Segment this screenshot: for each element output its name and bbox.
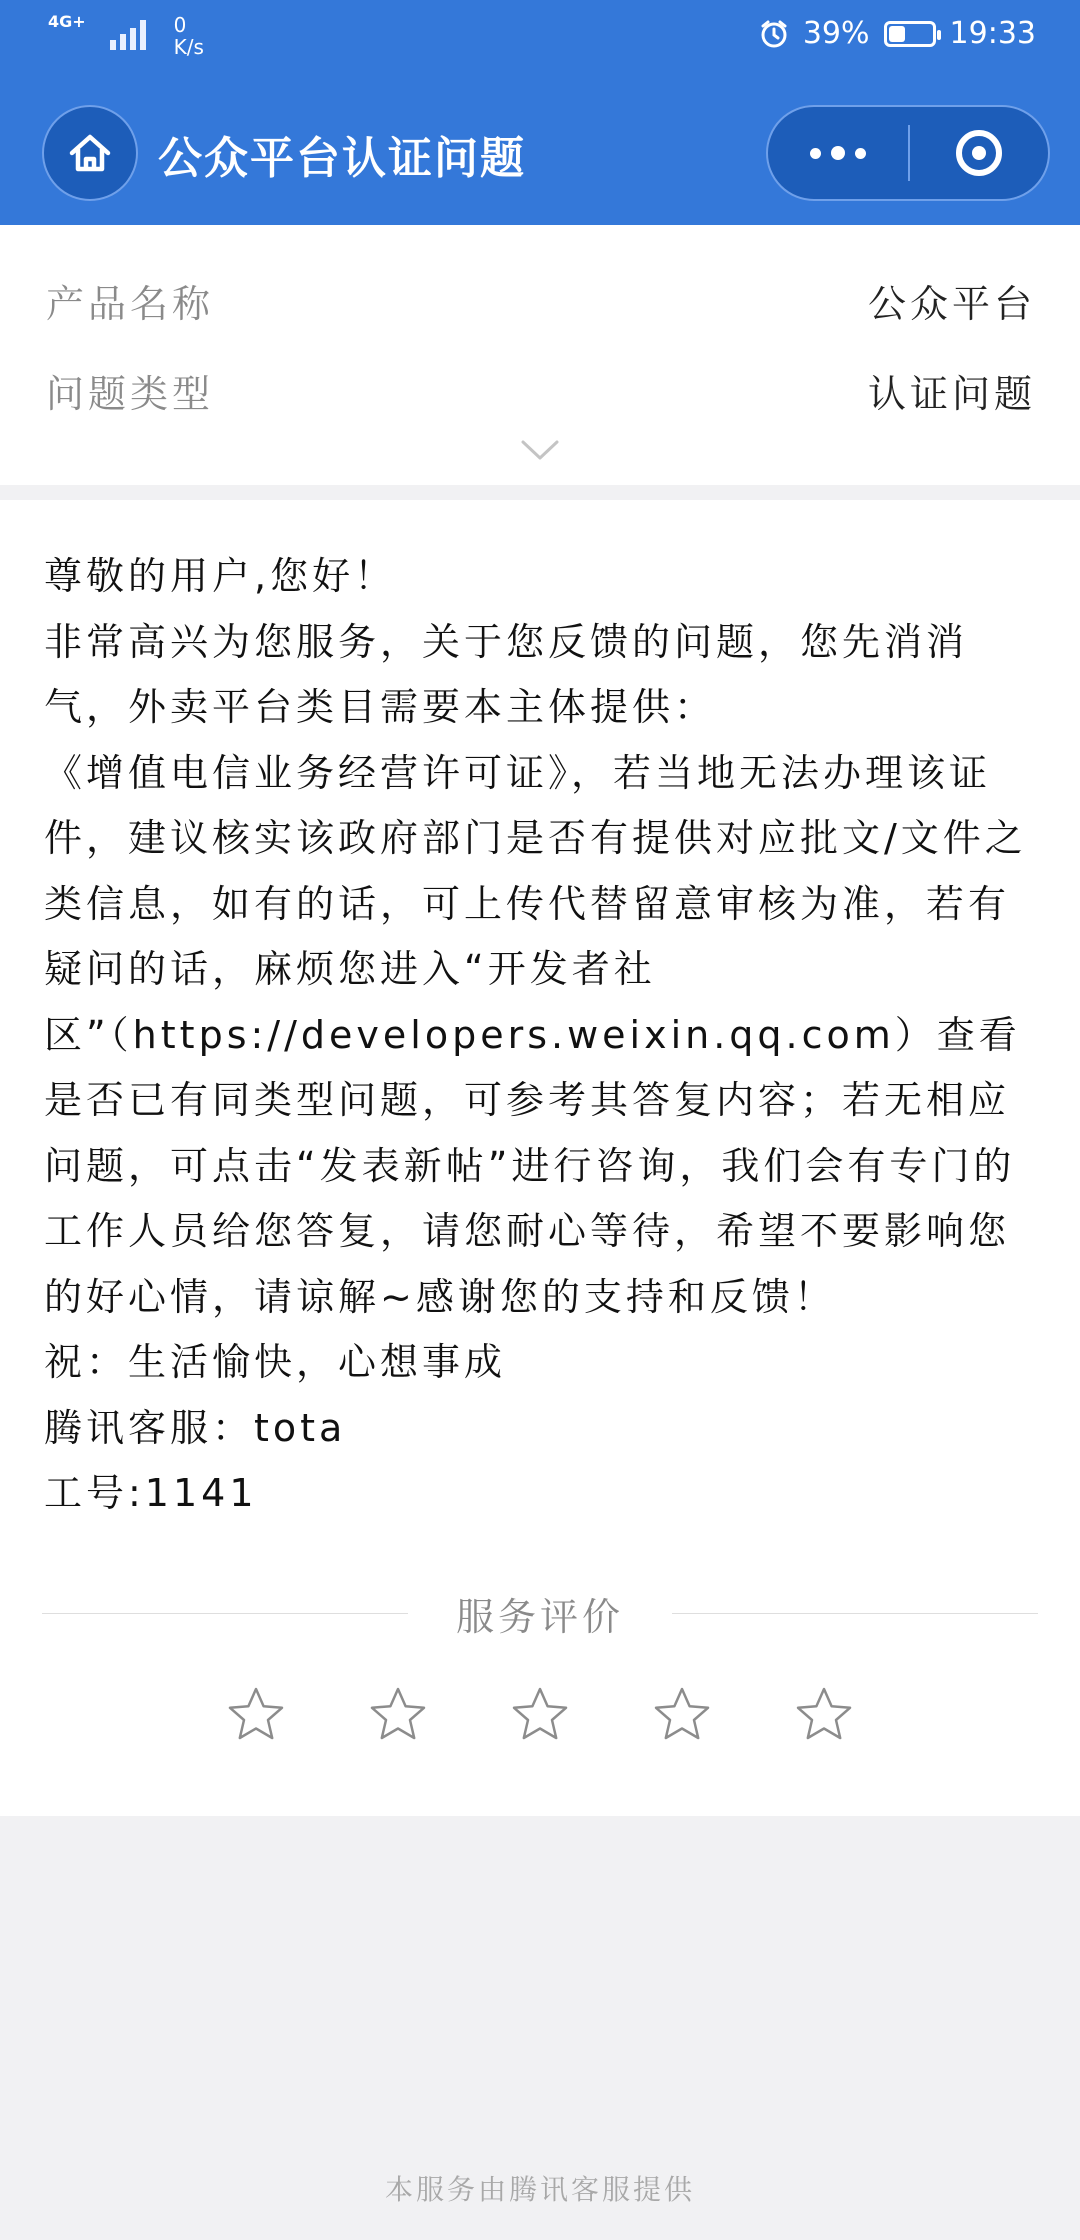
agent-name: 腾讯客服：tota: [44, 1405, 347, 1450]
star-rating: [0, 1685, 1080, 1749]
greeting: 尊敬的用户,您好！: [44, 554, 397, 598]
product-label: 产品名称: [46, 281, 215, 326]
reply-paragraph: 非常高兴为您服务，关于您反馈的问题，您先消消气，外卖平台类目需要本主体提供：: [44, 619, 969, 729]
status-left: [48, 14, 204, 58]
star-icon[interactable]: [226, 1685, 286, 1745]
agent-id: 工号:1141: [44, 1471, 258, 1515]
more-icon-dot: [831, 146, 845, 160]
chevron-down-icon[interactable]: [520, 438, 560, 462]
header: [0, 0, 1080, 225]
clock: 19:33: [949, 16, 1036, 51]
star-icon[interactable]: [652, 1685, 712, 1745]
star-icon[interactable]: [794, 1685, 854, 1745]
target-icon: [956, 130, 1002, 176]
home-icon: [66, 129, 114, 177]
speed-unit: K/s: [173, 35, 204, 59]
issue-type-label: 问题类型: [46, 371, 215, 416]
network-speed: [174, 14, 204, 58]
issue-type-row: [46, 360, 1036, 420]
rating-title: 服务评价: [456, 1594, 625, 1639]
more-icon-dot: [855, 148, 866, 159]
more-button[interactable]: [768, 107, 908, 199]
network-type: 4G+: [48, 12, 86, 31]
page-title: 公众平台认证问题: [158, 133, 526, 184]
alarm-icon: [759, 19, 789, 49]
nav-bar: [0, 100, 1080, 210]
mini-program-capsule: [766, 105, 1050, 201]
star-icon[interactable]: [510, 1685, 570, 1745]
ticket-info-card: [0, 225, 1080, 485]
status-right: [759, 16, 1036, 51]
speed-value: 0: [173, 13, 187, 37]
network-indicator: [48, 14, 86, 30]
issue-type-value: 认证问题: [867, 371, 1036, 416]
more-icon-dot: [810, 148, 821, 159]
close-button[interactable]: [910, 107, 1048, 199]
star-icon[interactable]: [368, 1685, 428, 1745]
product-value: 公众平台: [867, 281, 1036, 326]
closing-wish: 祝：生活愉快，心想事成: [44, 1340, 507, 1384]
divider: [672, 1613, 1038, 1614]
footer-note: 本服务由腾讯客服提供: [384, 2173, 695, 2206]
battery-icon: [884, 21, 936, 47]
reply-card: [0, 500, 1080, 1816]
reply-paragraph: 《增值电信业务经营许可证》，若当地无法办理该证件，建议核实该政府部门是否有提供对应批文/文件之类信息，如有的话，可上传代替留意审核为准，若有疑问的话，麻烦您进入“开发者社区”（https://developers.weixin.qq.com）查看是否已有同类型问题，可参考其答复内容；若无相应问题，可点击“发表新帖”进行咨询，我们会有专门的工作人员给您答复，请您耐心等待，希望不要影响您的好心情，请谅解~感谢您的支持和反馈！: [44, 750, 1027, 1319]
product-row: [46, 270, 1036, 330]
battery-fill: [889, 26, 905, 42]
status-bar: [0, 0, 1080, 70]
signal-icon: [110, 14, 146, 50]
battery-percent: 39%: [802, 16, 870, 51]
reply-message: [44, 544, 1036, 1527]
rating-header: [42, 1583, 1038, 1643]
home-button[interactable]: [42, 105, 138, 201]
divider: [42, 1613, 408, 1614]
